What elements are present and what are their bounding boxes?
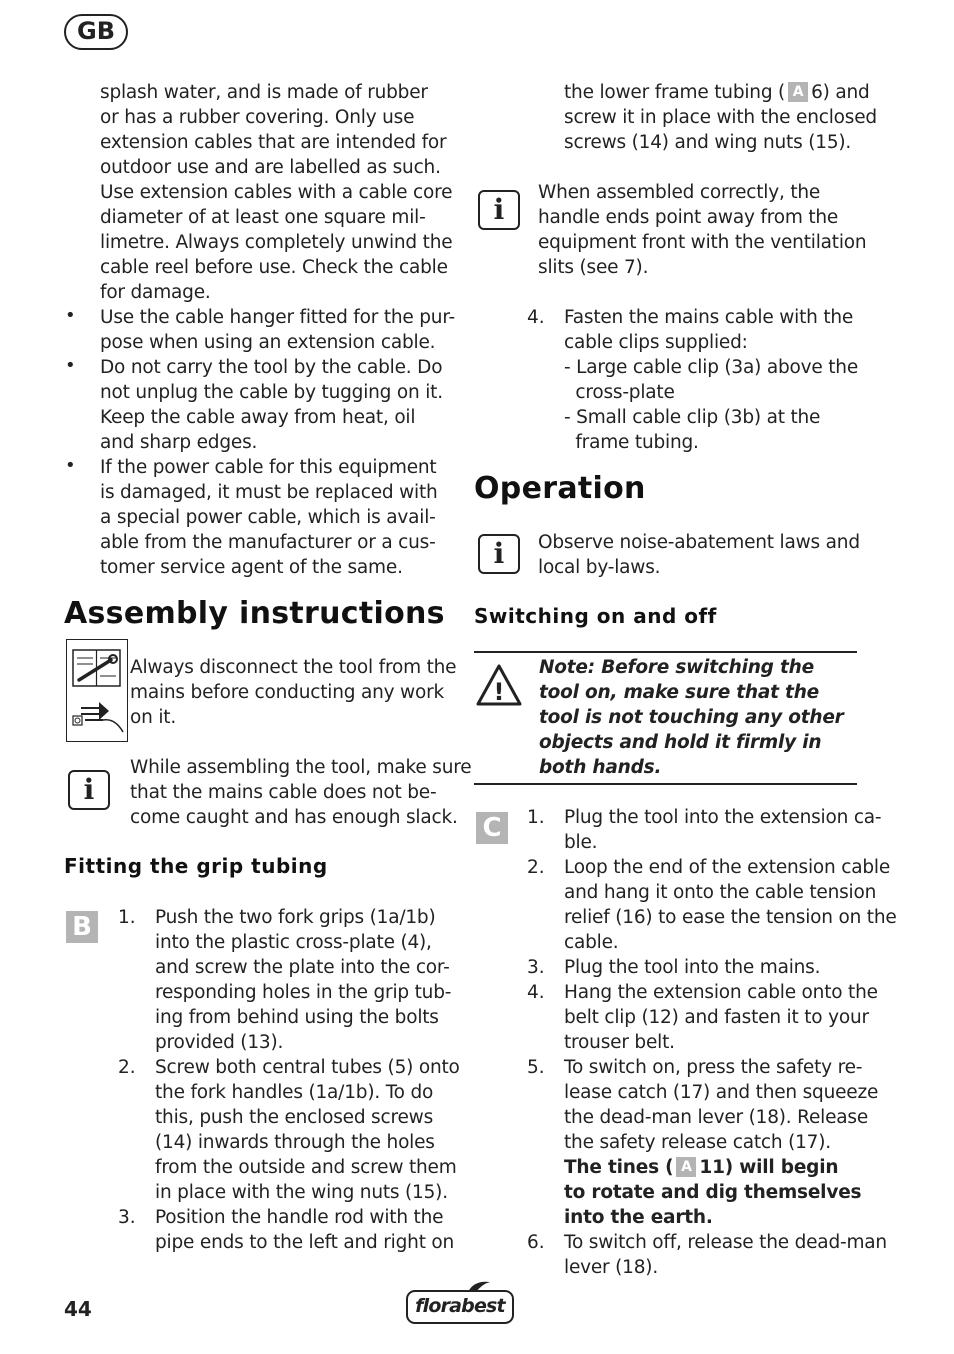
text-line: cable. bbox=[564, 932, 619, 953]
language-badge-label: GB bbox=[77, 17, 115, 45]
step-item bbox=[564, 955, 820, 980]
text-fragment: The tines ( bbox=[564, 1157, 674, 1178]
text-line: on it. bbox=[130, 707, 176, 728]
text-line: diameter of at least one square mil- bbox=[100, 207, 426, 228]
text-line: outdoor use and are labelled as such. bbox=[100, 157, 441, 178]
text-fragment: 11) will begin bbox=[699, 1157, 839, 1178]
text-line: trouser belt. bbox=[564, 1032, 675, 1053]
text-line: Always disconnect the tool from the bbox=[130, 657, 457, 678]
text-line: limetre. Always completely unwind the bbox=[100, 232, 453, 253]
step-item bbox=[155, 1055, 460, 1205]
text-line: the fork handles (1a/1b). To do bbox=[155, 1082, 434, 1103]
step-item bbox=[564, 805, 881, 855]
brand-logo bbox=[406, 1290, 514, 1324]
step-item bbox=[564, 305, 858, 455]
text-line: screws (14) and wing nuts (15). bbox=[564, 132, 852, 153]
figure-a-badge: A bbox=[788, 82, 808, 102]
text-line: this, push the enclosed screws bbox=[155, 1107, 434, 1128]
note-top-rule bbox=[474, 651, 857, 653]
text-line: in place with the wing nuts (15). bbox=[155, 1182, 448, 1203]
text-line: ing from behind using the bolts bbox=[155, 1007, 439, 1028]
text-line: - Small cable clip (3b) at the bbox=[564, 407, 821, 428]
page-number: 44 bbox=[64, 1297, 92, 1321]
text-line: equipment front with the ventilation bbox=[538, 232, 867, 253]
text-line: cross-plate bbox=[564, 382, 675, 403]
text-line: Use extension cables with a cable core bbox=[100, 182, 453, 203]
text-line: If the power cable for this equipment bbox=[100, 457, 437, 478]
text-line: to rotate and dig themselves bbox=[564, 1182, 862, 1203]
section-heading-operation: Operation bbox=[474, 471, 646, 506]
step-number: 2. bbox=[527, 857, 545, 878]
text-line: tool is not touching any other bbox=[539, 707, 844, 728]
text-line: cable clips supplied: bbox=[564, 332, 748, 353]
text-line: Fasten the mains cable with the bbox=[564, 307, 854, 328]
step-number: 3. bbox=[118, 1207, 136, 1228]
info-note bbox=[130, 755, 471, 830]
text-line: lease catch (17) and then squeeze bbox=[564, 1082, 879, 1103]
text-line: belt clip (12) and fasten it to your bbox=[564, 1007, 869, 1028]
text-fragment: 6) and bbox=[811, 82, 870, 103]
text-line: Hang the extension cable onto the bbox=[564, 982, 878, 1003]
step-number: 1. bbox=[527, 807, 545, 828]
text-line: a special power cable, which is avail- bbox=[100, 507, 436, 528]
figure-reference-c: C bbox=[476, 812, 508, 844]
info-note bbox=[538, 530, 860, 580]
text-line: When assembled correctly, the bbox=[538, 182, 821, 203]
text-line: Use the cable hanger fitted for the pur- bbox=[100, 307, 456, 328]
step-item bbox=[155, 1205, 454, 1255]
text-line: local by-laws. bbox=[538, 557, 661, 578]
disconnect-warning bbox=[130, 655, 456, 730]
text-line: Note: Before switching the bbox=[539, 657, 814, 678]
bullet-item bbox=[100, 305, 455, 355]
text-line: come caught and has enough slack. bbox=[130, 807, 458, 828]
text-line: relief (16) to ease the tension on the bbox=[564, 907, 897, 928]
text-line: into the earth. bbox=[564, 1207, 713, 1228]
text-line: into the plastic cross-plate (4), bbox=[155, 932, 432, 953]
bullet: • bbox=[65, 355, 76, 376]
step-item bbox=[564, 855, 897, 955]
text-line: (14) inwards through the holes bbox=[155, 1132, 435, 1153]
section-heading-assembly: Assembly instructions bbox=[64, 596, 445, 631]
text-line: Push the two fork grips (1a/1b) bbox=[155, 907, 436, 928]
disconnect-pictogram bbox=[66, 639, 128, 742]
text-line: the safety release catch (17). bbox=[564, 1132, 831, 1153]
text-line: slits (see 7). bbox=[538, 257, 649, 278]
text-line: responding holes in the grip tub- bbox=[155, 982, 452, 1003]
warning-triangle-icon bbox=[475, 663, 523, 707]
step-item bbox=[564, 1230, 887, 1280]
info-note bbox=[538, 180, 866, 280]
text-line: and hang it onto the cable tension bbox=[564, 882, 877, 903]
brand-name: florabest bbox=[415, 1295, 505, 1317]
text-line: pipe ends to the left and right on bbox=[155, 1232, 455, 1253]
text-line: Keep the cable away from heat, oil bbox=[100, 407, 416, 428]
text-line: extension cables that are intended for bbox=[100, 132, 447, 153]
text-line: lever (18). bbox=[564, 1257, 658, 1278]
text-line: cable reel before use. Check the cable bbox=[100, 257, 448, 278]
text-line: is damaged, it must be replaced with bbox=[100, 482, 438, 503]
text-line: Observe noise-abatement laws and bbox=[538, 532, 860, 553]
text-line bbox=[564, 80, 877, 105]
info-icon: i bbox=[478, 534, 520, 574]
text-line: screw it in place with the enclosed bbox=[564, 107, 877, 128]
step-number: 4. bbox=[527, 982, 545, 1003]
text-line: able from the manufacturer or a cus- bbox=[100, 532, 436, 553]
step-item bbox=[155, 905, 451, 1055]
text-line: that the mains cable does not be- bbox=[130, 782, 437, 803]
step-number: 3. bbox=[527, 957, 545, 978]
text-line: handle ends point away from the bbox=[538, 207, 839, 228]
text-line: Loop the end of the extension cable bbox=[564, 857, 891, 878]
subheading-grip-tubing: Fitting the grip tubing bbox=[64, 854, 328, 878]
text-line: Plug the tool into the extension ca- bbox=[564, 807, 882, 828]
step-number: 5. bbox=[527, 1057, 545, 1078]
text-line: for damage. bbox=[100, 282, 211, 303]
cable-paragraph bbox=[100, 80, 452, 305]
text-line bbox=[564, 1155, 878, 1180]
text-line: tool on, make sure that the bbox=[539, 682, 820, 703]
text-line: Position the handle rod with the bbox=[155, 1207, 444, 1228]
language-badge bbox=[64, 14, 128, 50]
leaf-icon bbox=[466, 1280, 492, 1294]
step-number: 6. bbox=[527, 1232, 545, 1253]
note-bottom-rule bbox=[474, 783, 857, 785]
info-icon: i bbox=[478, 190, 520, 230]
step-item bbox=[564, 1055, 878, 1230]
warning-mark: ! bbox=[493, 678, 505, 706]
manual-wrench-plug-icon bbox=[67, 640, 126, 740]
text-line: and screw the plate into the cor- bbox=[155, 957, 450, 978]
step3-continuation bbox=[564, 80, 877, 155]
text-line: - Large cable clip (3a) above the bbox=[564, 357, 859, 378]
bullet-item bbox=[100, 455, 438, 580]
text-fragment: the lower frame tubing ( bbox=[564, 82, 786, 103]
subheading-switching: Switching on and off bbox=[474, 604, 717, 628]
step-number: 1. bbox=[118, 907, 136, 928]
text-line: While assembling the tool, make sure bbox=[130, 757, 472, 778]
text-line: pose when using an extension cable. bbox=[100, 332, 436, 353]
figure-reference-b: B bbox=[66, 911, 98, 943]
text-line: both hands. bbox=[539, 757, 662, 778]
text-line: from the outside and screw them bbox=[155, 1157, 457, 1178]
info-icon: i bbox=[68, 770, 110, 810]
figure-a-badge: A bbox=[676, 1157, 696, 1177]
text-line: not unplug the cable by tugging on it. bbox=[100, 382, 443, 403]
text-line: Do not carry the tool by the cable. Do bbox=[100, 357, 443, 378]
text-line: the dead-man lever (18). Release bbox=[564, 1107, 869, 1128]
text-line: tomer service agent of the same. bbox=[100, 557, 403, 578]
text-line: ble. bbox=[564, 832, 598, 853]
text-line: To switch off, release the dead-man bbox=[564, 1232, 887, 1253]
text-line: splash water, and is made of rubber bbox=[100, 82, 428, 103]
step-number: 4. bbox=[527, 307, 545, 328]
text-line: provided (13). bbox=[155, 1032, 284, 1053]
text-line: mains before conducting any work bbox=[130, 682, 445, 703]
step-item bbox=[564, 980, 878, 1055]
text-line: and sharp edges. bbox=[100, 432, 258, 453]
text-line: frame tubing. bbox=[564, 432, 699, 453]
text-line: objects and hold it firmly in bbox=[539, 732, 822, 753]
text-line: To switch on, press the safety re- bbox=[564, 1057, 863, 1078]
bullet: • bbox=[65, 455, 76, 476]
bullet-item bbox=[100, 355, 443, 455]
step-number: 2. bbox=[118, 1057, 136, 1078]
warning-note bbox=[539, 655, 844, 780]
bullet: • bbox=[65, 305, 76, 326]
text-line: Plug the tool into the mains. bbox=[564, 957, 821, 978]
text-line: or has a rubber covering. Only use bbox=[100, 107, 415, 128]
text-line: Screw both central tubes (5) onto bbox=[155, 1057, 460, 1078]
